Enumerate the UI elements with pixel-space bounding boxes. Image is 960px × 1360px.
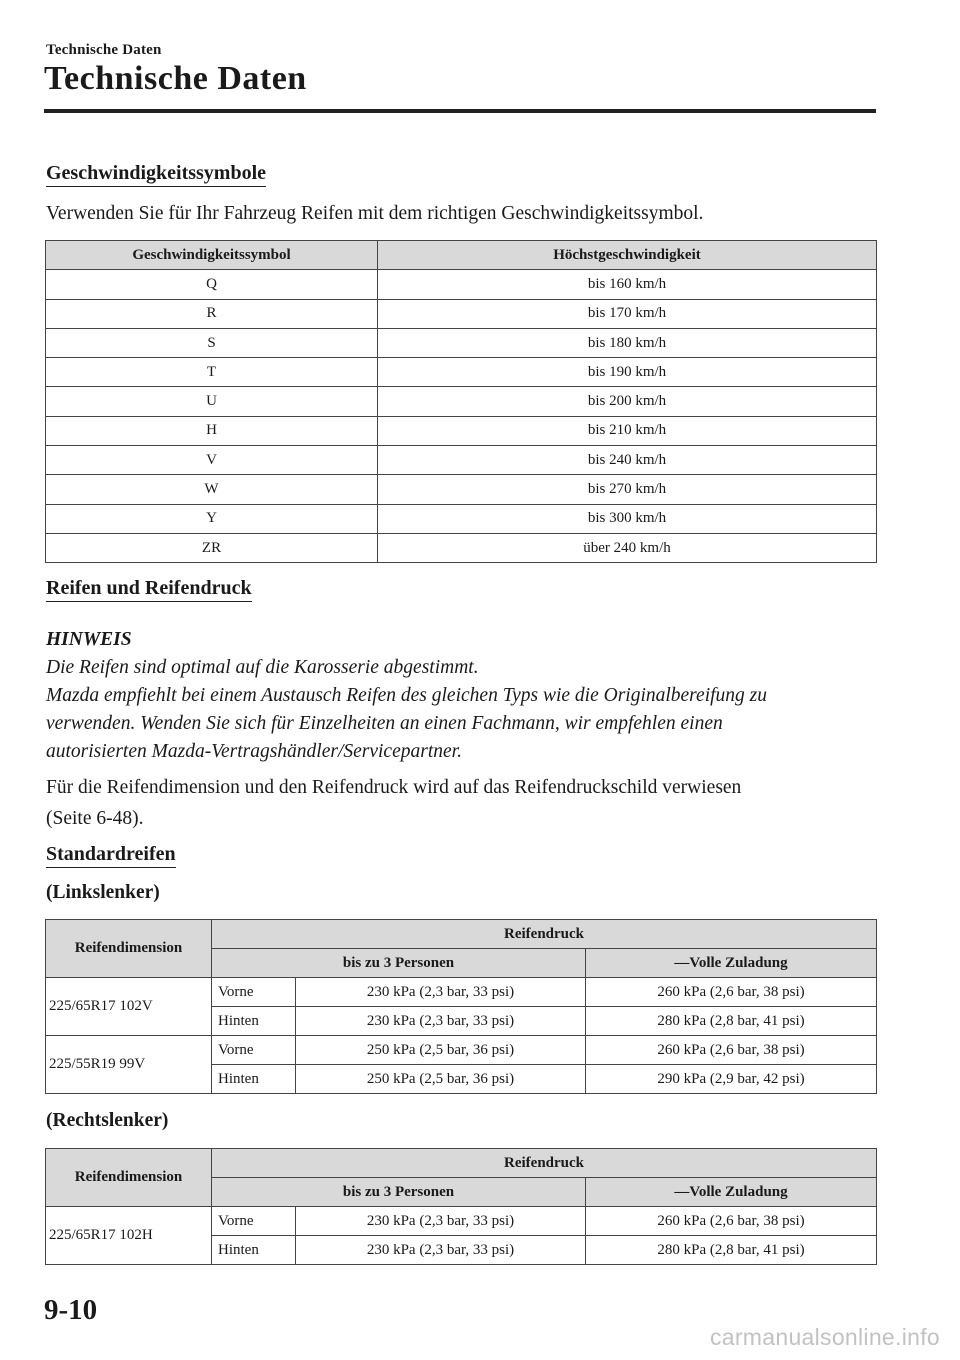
table-row [46, 328, 877, 357]
col-header-pressure: Reifendruck [212, 1149, 877, 1178]
speed-symbol-table [45, 240, 877, 563]
speed-symbols-heading: Geschwindigkeitssymbole [46, 162, 266, 187]
table-row [46, 387, 877, 416]
pressure-cell: 260 kPa (2,6 bar, 38 psi) [586, 978, 877, 1007]
table-row [46, 978, 877, 1007]
col-header-dimension: Reifendimension [46, 1149, 212, 1207]
dimension-cell: 225/55R19 99V [46, 1036, 212, 1094]
max-speed-cell: bis 180 km/h [378, 328, 877, 357]
note-line: autorisierten Mazda-Vertragshändler/Servicepartner. [46, 741, 462, 762]
max-speed-cell: bis 160 km/h [378, 270, 877, 299]
note-title: HINWEIS [46, 629, 132, 650]
max-speed-cell: bis 170 km/h [378, 299, 877, 328]
note-line: verwenden. Wenden Sie sich für Einzelheiten an einen Fachmann, wir empfehlen einen [46, 713, 723, 734]
rhd-tire-table [45, 1148, 877, 1265]
reference-text [46, 772, 876, 834]
table-row [46, 416, 877, 445]
speed-symbol-cell: H [46, 416, 378, 445]
table-header-row [46, 920, 877, 949]
reference-line: (Seite 6-48). [46, 808, 144, 829]
pressure-cell: 230 kPa (2,3 bar, 33 psi) [296, 1007, 586, 1036]
col-header-up-to-3: bis zu 3 Personen [212, 1178, 586, 1207]
pressure-cell: 260 kPa (2,6 bar, 38 psi) [586, 1207, 877, 1236]
pressure-cell: 230 kPa (2,3 bar, 33 psi) [296, 1207, 586, 1236]
speed-symbol-cell: U [46, 387, 378, 416]
table-row [46, 446, 877, 475]
speed-symbol-cell: S [46, 328, 378, 357]
pressure-cell: 290 kPa (2,9 bar, 42 psi) [586, 1065, 877, 1094]
pressure-cell: 230 kPa (2,3 bar, 33 psi) [296, 978, 586, 1007]
page-title: Technische Daten [44, 60, 307, 97]
position-cell: Vorne [212, 1207, 296, 1236]
position-cell: Hinten [212, 1007, 296, 1036]
col-header-symbol: Geschwindigkeitssymbol [46, 241, 378, 270]
speed-symbol-cell: W [46, 475, 378, 504]
col-header-full-load: —Volle Zuladung [586, 1178, 877, 1207]
pressure-cell: 280 kPa (2,8 bar, 41 psi) [586, 1236, 877, 1265]
rhd-label: (Rechtslenker) [46, 1110, 169, 1131]
position-cell: Vorne [212, 978, 296, 1007]
col-header-dimension: Reifendimension [46, 920, 212, 978]
reference-line: Für die Reifendimension und den Reifendruck wird auf das Reifendruckschild verwiesen [46, 777, 742, 798]
position-cell: Hinten [212, 1236, 296, 1265]
col-header-up-to-3: bis zu 3 Personen [212, 949, 586, 978]
table-header-row [46, 1149, 877, 1178]
table-header-row [46, 241, 877, 270]
max-speed-cell: bis 240 km/h [378, 446, 877, 475]
table-row [46, 1036, 877, 1065]
col-header-full-load: —Volle Zuladung [586, 949, 877, 978]
dimension-cell: 225/65R17 102H [46, 1207, 212, 1265]
speed-symbol-cell: T [46, 358, 378, 387]
lhd-label: (Linkslenker) [46, 882, 160, 903]
speed-symbol-cell: Q [46, 270, 378, 299]
watermark: carmanualsonline.info [709, 1324, 940, 1350]
col-header-pressure: Reifendruck [212, 920, 877, 949]
speed-symbol-cell: R [46, 299, 378, 328]
tires-heading: Reifen und Reifendruck [46, 577, 252, 602]
speed-symbol-cell: V [46, 446, 378, 475]
note-line: Die Reifen sind optimal auf die Karosserie abgestimmt. [46, 657, 479, 678]
max-speed-cell: bis 270 km/h [378, 475, 877, 504]
pressure-cell: 280 kPa (2,8 bar, 41 psi) [586, 1007, 877, 1036]
table-row [46, 299, 877, 328]
note-block [46, 626, 886, 766]
col-header-max-speed: Höchstgeschwindigkeit [378, 241, 877, 270]
pressure-cell: 260 kPa (2,6 bar, 38 psi) [586, 1036, 877, 1065]
max-speed-cell: bis 300 km/h [378, 504, 877, 533]
pressure-cell: 250 kPa (2,5 bar, 36 psi) [296, 1036, 586, 1065]
max-speed-cell: bis 190 km/h [378, 358, 877, 387]
table-row [46, 358, 877, 387]
max-speed-cell: bis 210 km/h [378, 416, 877, 445]
speed-symbol-cell: Y [46, 504, 378, 533]
dimension-cell: 225/65R17 102V [46, 978, 212, 1036]
pressure-cell: 250 kPa (2,5 bar, 36 psi) [296, 1065, 586, 1094]
max-speed-cell: bis 200 km/h [378, 387, 877, 416]
table-row [46, 270, 877, 299]
position-cell: Hinten [212, 1065, 296, 1094]
speed-symbol-cell: ZR [46, 533, 378, 562]
table-row [46, 1207, 877, 1236]
table-row [46, 504, 877, 533]
speed-intro-text: Verwenden Sie für Ihr Fahrzeug Reifen mit dem richtigen Geschwindigkeitssymbol. [46, 203, 704, 224]
note-line: Mazda empfiehlt bei einem Austausch Reifen des gleichen Typs wie die Originalbereifung zu [46, 685, 768, 706]
table-row [46, 475, 877, 504]
section-label: Technische Daten [46, 42, 162, 58]
standard-tires-heading: Standardreifen [46, 843, 176, 868]
lhd-tire-table [45, 919, 877, 1094]
max-speed-cell: über 240 km/h [378, 533, 877, 562]
pressure-cell: 230 kPa (2,3 bar, 33 psi) [296, 1236, 586, 1265]
table-row [46, 533, 877, 562]
position-cell: Vorne [212, 1036, 296, 1065]
page-number: 9-10 [44, 1294, 98, 1326]
title-rule [44, 109, 876, 113]
